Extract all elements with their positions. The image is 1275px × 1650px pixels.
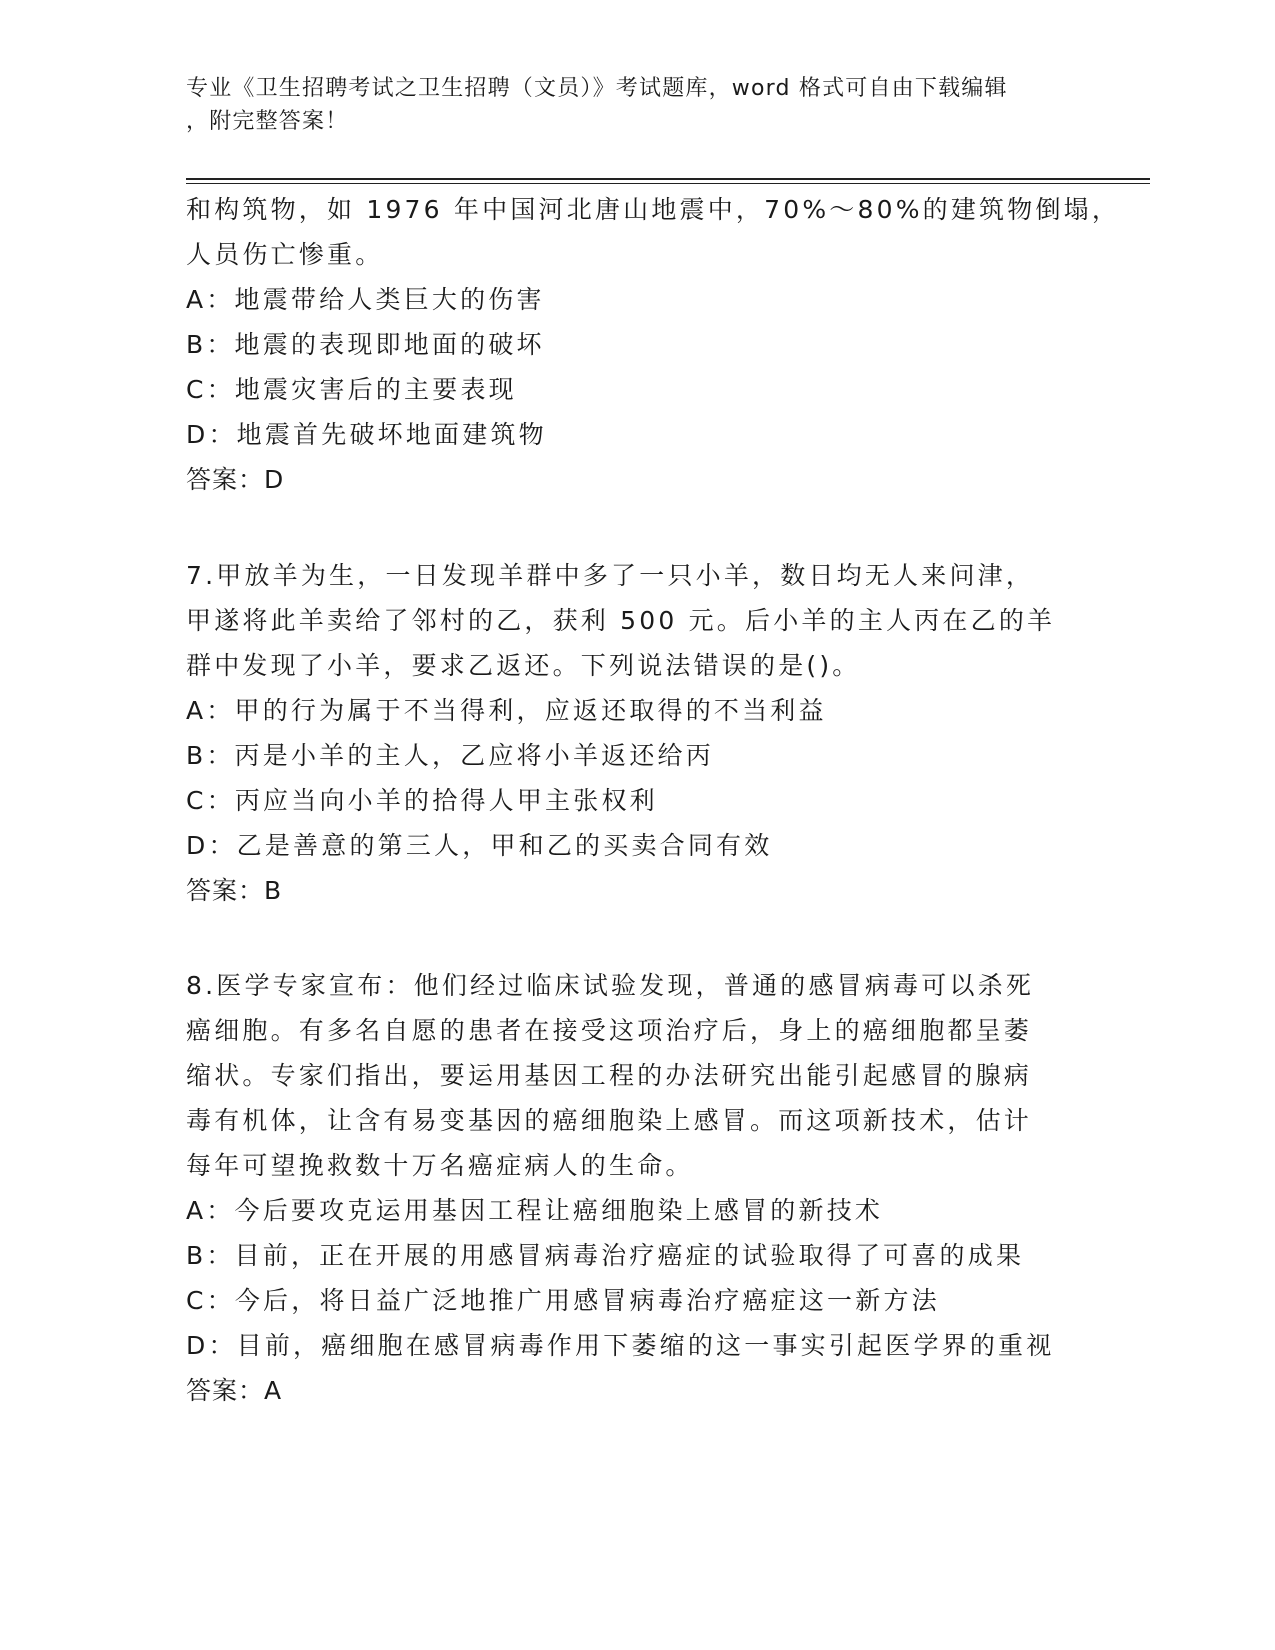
document-header [186, 72, 1086, 138]
question-7 [186, 553, 1086, 913]
question-stem-line: 8.医学专家宣布：他们经过临床试验发现，普通的感冒病毒可以杀死 [186, 971, 1035, 1000]
question-stem-line: 每年可望挽救数十万名癌症病人的生命。 [186, 1151, 694, 1180]
option-c: C：今后，将日益广泛地推广用感冒病毒治疗癌症这一新方法 [186, 1286, 940, 1315]
question-stem-line: 甲遂将此羊卖给了邻村的乙，获利 500 元。后小羊的主人丙在乙的羊 [186, 606, 1056, 635]
option-b: B：目前，正在开展的用感冒病毒治疗癌症的试验取得了可喜的成果 [186, 1241, 1025, 1270]
question-stem-line: 和构筑物，如 1976 年中国河北唐山地震中，70%～80%的建筑物倒塌， [186, 195, 1121, 224]
answer-line: 答案：D [186, 465, 285, 494]
option-d: D：目前，癌细胞在感冒病毒作用下萎缩的这一事实引起医学界的重视 [186, 1331, 1055, 1360]
question-6 [186, 187, 1121, 502]
option-a: A：地震带给人类巨大的伤害 [186, 285, 545, 314]
question-stem-line: 7.甲放羊为生，一日发现羊群中多了一只小羊，数日均无人来问津， [186, 561, 1035, 590]
answer-line: 答案：A [186, 1376, 283, 1405]
option-a: A：今后要攻克运用基因工程让癌细胞染上感冒的新技术 [186, 1196, 884, 1225]
header-divider-thin [186, 183, 1150, 184]
option-a: A：甲的行为属于不当得利，应返还取得的不当利益 [186, 696, 827, 725]
option-b: B：地震的表现即地面的破坏 [186, 330, 545, 359]
header-divider-thick [186, 178, 1150, 180]
header-line-1: 专业《卫生招聘考试之卫生招聘（文员）》考试题库，word 格式可自由下载编辑 [186, 76, 1008, 101]
header-line-2: ，附完整答案！ [186, 109, 349, 134]
option-c: C：地震灾害后的主要表现 [186, 375, 517, 404]
question-stem-line: 毒有机体，让含有易变基因的癌细胞染上感冒。而这项新技术，估计 [186, 1106, 1033, 1135]
question-stem-line: 缩状。专家们指出，要运用基因工程的办法研究出能引起感冒的腺病 [186, 1061, 1033, 1090]
option-d: D：地震首先破坏地面建筑物 [186, 420, 547, 449]
option-d: D：乙是善意的第三人，甲和乙的买卖合同有效 [186, 831, 773, 860]
option-b: B：丙是小羊的主人，乙应将小羊返还给丙 [186, 741, 714, 770]
answer-line: 答案：B [186, 876, 283, 905]
question-stem-line: 人员伤亡惨重。 [186, 240, 384, 269]
question-8 [186, 963, 1086, 1413]
question-stem-line: 群中发现了小羊，要求乙返还。下列说法错误的是()。 [186, 651, 861, 680]
question-stem-line: 癌细胞。有多名自愿的患者在接受这项治疗后，身上的癌细胞都呈萎 [186, 1016, 1033, 1045]
option-c: C：丙应当向小羊的拾得人甲主张权利 [186, 786, 658, 815]
